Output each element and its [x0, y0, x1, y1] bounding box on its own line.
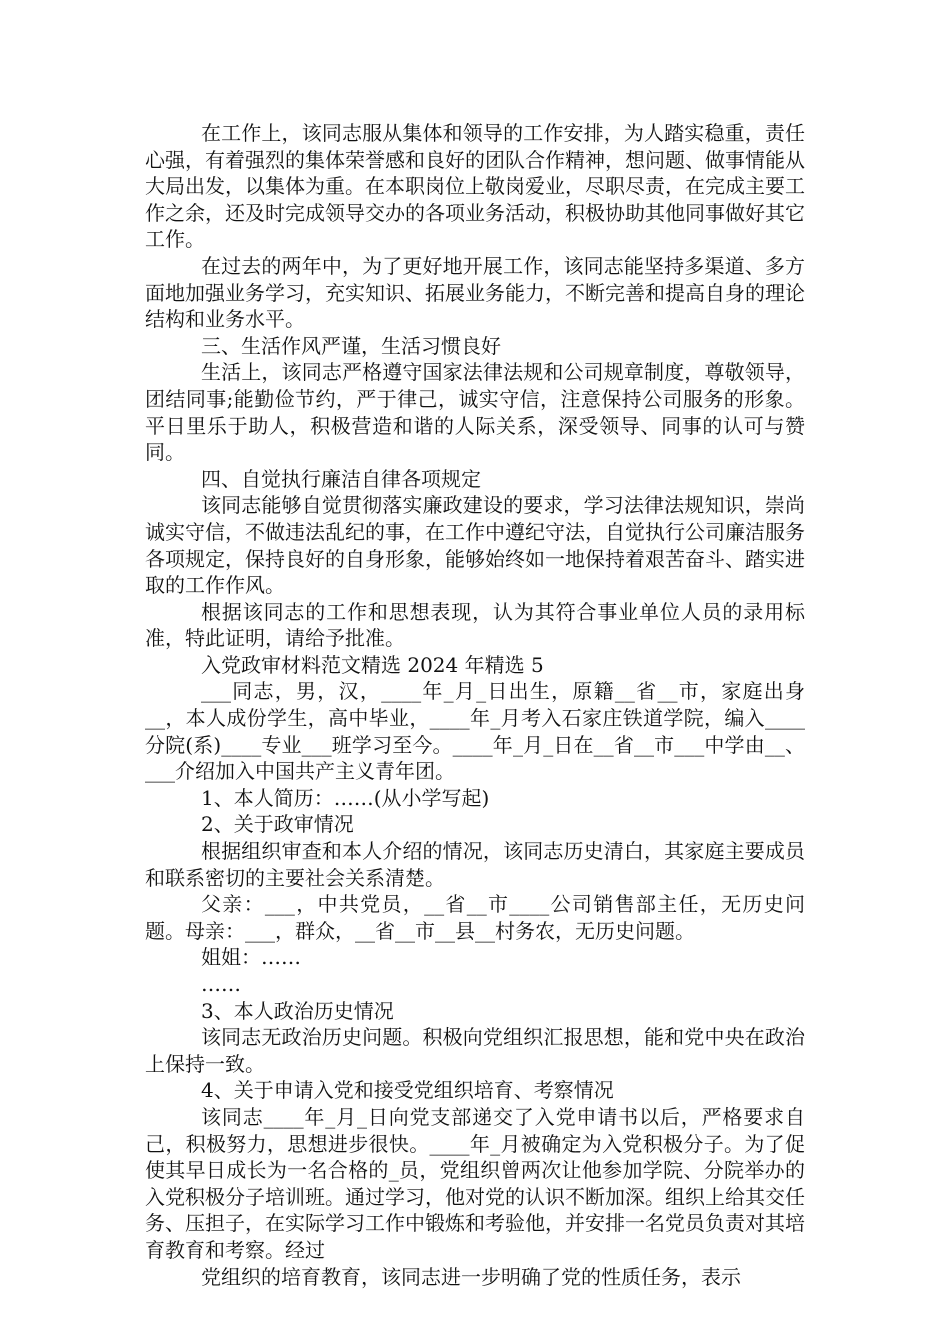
- heading-application: 4、关于申请入党和接受党组织培育、考察情况: [201, 1078, 614, 1103]
- heading-political-history: 3、本人政治历史情况: [201, 998, 394, 1023]
- paragraph-life: 生活上，该同志严格遵守国家法律法规和公司规章制度，尊敬领导，团结同事;能勤俭节约，严于律己，诚实守信，注意保持公司服务的形象。平日里乐于助人，积极营造和谐的人际关系，深受领导、同事的认可与赞同。: [145, 360, 805, 465]
- heading-section-3: 三、生活作风严谨，生活习惯良好: [201, 333, 501, 358]
- heading-political-review: 2、关于政审情况: [201, 812, 354, 837]
- paragraph-sister: 姐姐：……: [201, 945, 301, 970]
- paragraph-family: 父亲：___，中共党员，__省__市____公司销售部主任，无历史问题。母亲：___，群众，__省__市__县__村务农，无历史问题。: [145, 892, 805, 943]
- heading-sample-5: 入党政审材料范文精选 2024 年精选 5: [201, 652, 544, 677]
- paragraph-conclusion: 根据该同志的工作和思想表现，认为其符合事业单位人员的录用标准，特此证明，请给予批准。: [145, 599, 805, 651]
- paragraph-review: 根据组织审查和本人介绍的情况，该同志历史清白，其家庭主要成员和联系密切的主要社会关系清楚。: [145, 839, 805, 890]
- paragraph-work-attitude: 在工作上，该同志服从集体和领导的工作安排，为人踏实稳重，责任心强，有着强烈的集体荣誉感和良好的团队合作精神，想问题、做事情能从大局出发，以集体为重。在本职岗位上敬岗爱业，尽职尽责，在完成主要工作之余，还及时完成领导交办的各项业务活动，积极协助其他同事做好其它工作。: [145, 121, 805, 252]
- paragraph-political-history: 该同志无政治历史问题。积极向党组织汇报思想，能和党中央在政治上保持一致。: [145, 1025, 805, 1076]
- paragraph-personal-info: ___同志，男，汉，____年_月_日出生，原籍__省__市，家庭出身__，本人成份学生，高中毕业，____年_月考入石家庄铁道学院，编入____分院(系)____专业___班学习至今。____年_月_日在__省__市___中学由__、___介绍加入中国共产主义青年团。: [145, 679, 805, 784]
- paragraph-education: 党组织的培育教育，该同志进一步明确了党的性质任务，表示: [201, 1264, 741, 1289]
- paragraph-integrity: 该同志能够自觉贯彻落实廉政建设的要求，学习法律法规知识，崇尚诚实守信，不做违法乱纪的事，在工作中遵纪守法，自觉执行公司廉洁服务各项规定，保持良好的自身形象，能够始终如一地保持着艰苦奋斗、踏实进取的工作作风。: [145, 493, 805, 598]
- document-page: [145, 120, 805, 1290]
- paragraph-study: 在过去的两年中，为了更好地开展工作，该同志能坚持多渠道、多方面地加强业务学习，充实知识、拓展业务能力，不断完善和提高自身的理论结构和业务水平。: [145, 253, 805, 332]
- heading-resume: 1、本人简历：……(从小学写起): [201, 785, 490, 810]
- heading-section-4: 四、自觉执行廉洁自律各项规定: [201, 466, 481, 491]
- paragraph-ellipsis: ……: [201, 972, 241, 996]
- paragraph-application: 该同志____年_月_日向党支部递交了入党申请书以后，严格要求自己，积极努力，思想进步很快。____年_月被确定为入党积极分子。为了促使其早日成长为一名合格的_员，党组织曾两次让他参加学院、分院举办的入党积极分子培训班。通过学习，他对党的认识不断加深。组织上给其交任务、压担子，在实际学习工作中锻炼和考验他，并安排一名党员负责对其培育教育和考察。经过: [145, 1104, 805, 1262]
